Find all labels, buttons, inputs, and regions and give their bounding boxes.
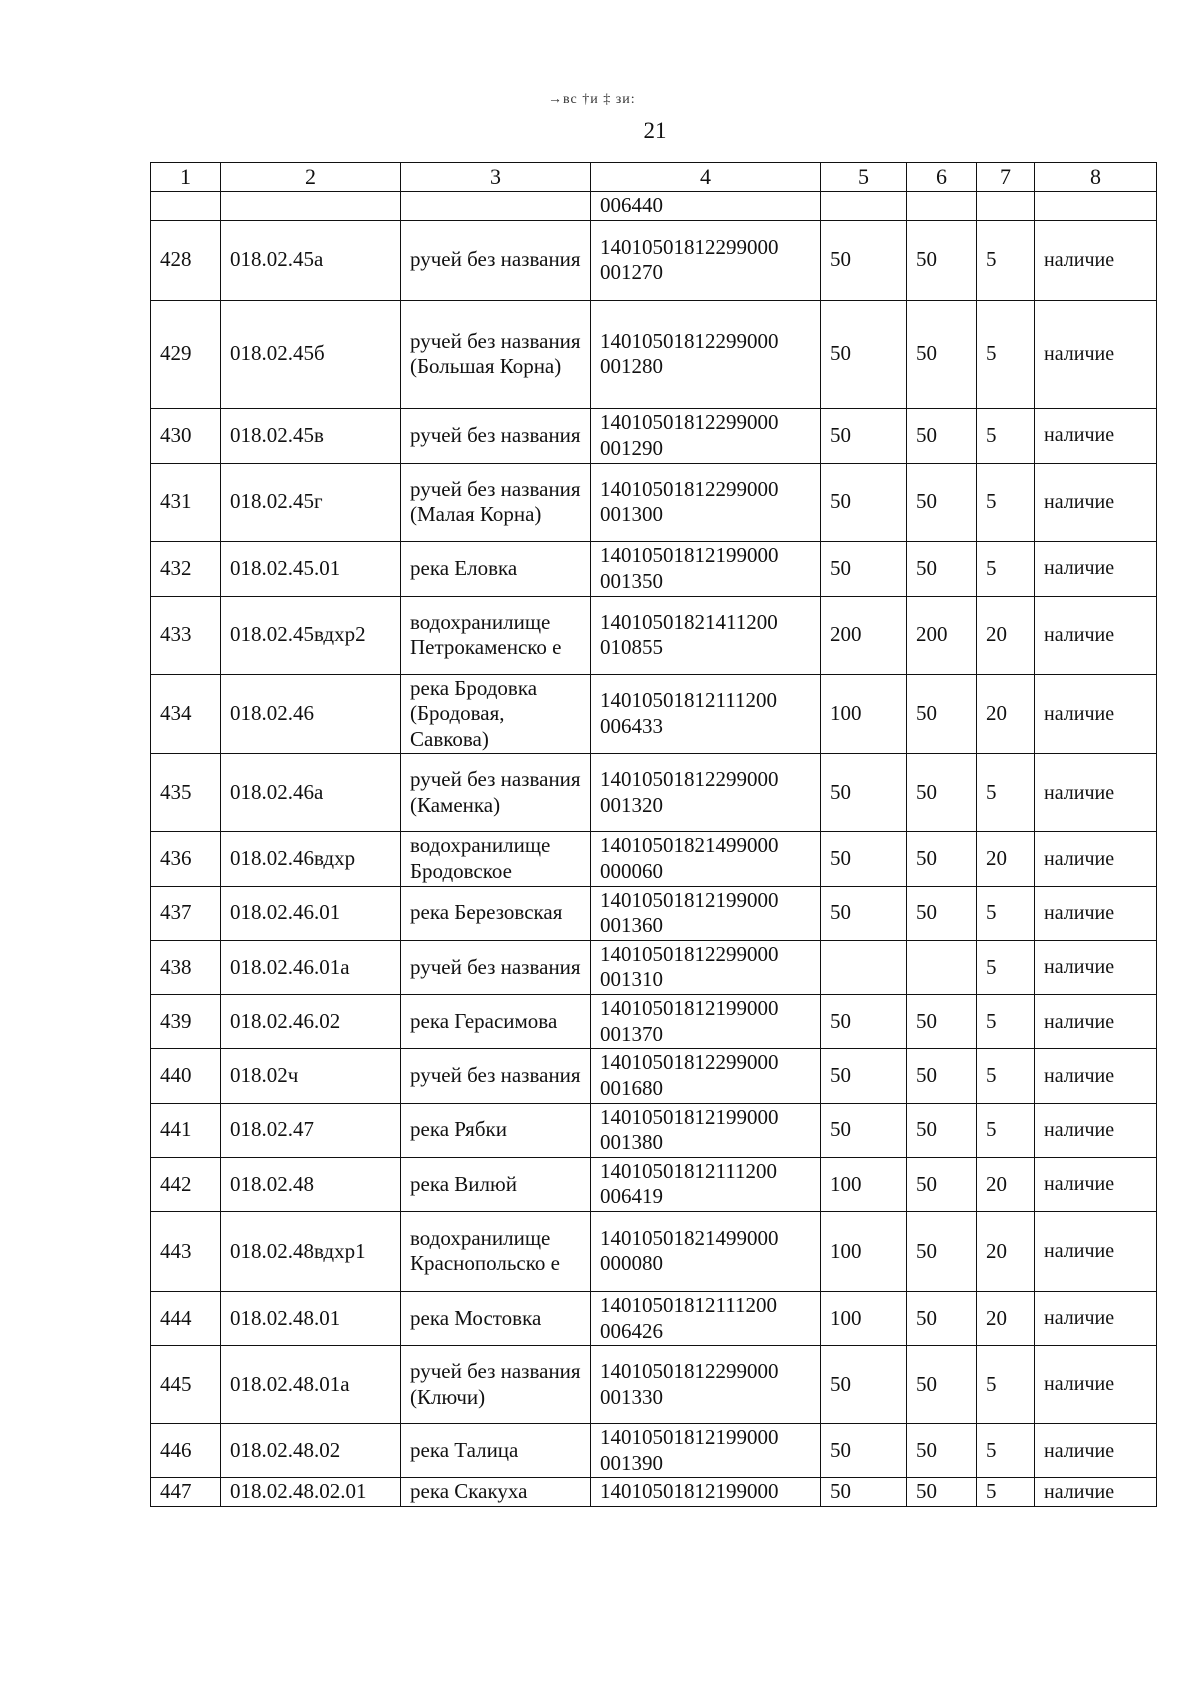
cell-water-object-name: река Скакуха	[401, 1478, 591, 1507]
cell-row-number: 446	[151, 1424, 221, 1478]
cell-value-col-6: 50	[907, 1346, 977, 1424]
cell-row-number: 433	[151, 596, 221, 674]
cell-value-col-6: 50	[907, 541, 977, 596]
cell-value-col-5: 200	[821, 596, 907, 674]
cell-presence-status: наличие	[1035, 596, 1157, 674]
cell-value-col-7	[977, 192, 1035, 221]
cell-presence-status: наличие	[1035, 1478, 1157, 1507]
cell-value-col-6: 50	[907, 1291, 977, 1345]
cell-value-col-7: 5	[977, 220, 1035, 300]
table-body	[151, 192, 1157, 1507]
cell-presence-status: наличие	[1035, 463, 1157, 541]
cell-presence-status: наличие	[1035, 1346, 1157, 1424]
cell-code	[221, 192, 401, 221]
cell-value-col-7: 20	[977, 832, 1035, 886]
column-header-2: 2	[221, 163, 401, 192]
cell-value-col-7: 20	[977, 596, 1035, 674]
cell-presence-status: наличие	[1035, 1103, 1157, 1157]
table-row	[151, 1157, 1157, 1211]
cell-row-number: 432	[151, 541, 221, 596]
cell-value-col-5: 50	[821, 1049, 907, 1103]
table-row	[151, 1346, 1157, 1424]
cell-row-number: 436	[151, 832, 221, 886]
cell-value-col-7: 5	[977, 541, 1035, 596]
cell-value-col-5: 50	[821, 1478, 907, 1507]
table-row	[151, 1049, 1157, 1103]
table-row	[151, 1103, 1157, 1157]
cell-code: 018.02.48.01	[221, 1291, 401, 1345]
cell-value-col-7: 20	[977, 1157, 1035, 1211]
cell-registry-id: 14010501812299000 001300	[591, 463, 821, 541]
cell-water-object-name: водохранилище Петрокаменско е	[401, 596, 591, 674]
cell-value-col-7: 5	[977, 1346, 1035, 1424]
cell-value-col-6: 50	[907, 1103, 977, 1157]
table-row	[151, 754, 1157, 832]
cell-water-object-name: ручей без названия	[401, 940, 591, 994]
cell-code: 018.02.45в	[221, 408, 401, 463]
cell-presence-status: наличие	[1035, 1424, 1157, 1478]
cell-code: 018.02.45а	[221, 220, 401, 300]
cell-water-object-name: водохранилище Бродовское	[401, 832, 591, 886]
cell-registry-id: 14010501812199000 001370	[591, 995, 821, 1049]
table-row	[151, 300, 1157, 408]
cell-code: 018.02.46.02	[221, 995, 401, 1049]
cell-value-col-6: 50	[907, 220, 977, 300]
cell-row-number: 438	[151, 940, 221, 994]
cell-value-col-5: 50	[821, 463, 907, 541]
cell-water-object-name: река Талица	[401, 1424, 591, 1478]
cell-registry-id: 14010501812299000 001680	[591, 1049, 821, 1103]
table-row	[151, 463, 1157, 541]
cell-value-col-7: 5	[977, 754, 1035, 832]
cell-value-col-6	[907, 192, 977, 221]
cell-water-object-name: ручей без названия	[401, 1049, 591, 1103]
cell-water-object-name: ручей без названия (Каменка)	[401, 754, 591, 832]
cell-code: 018.02.46а	[221, 754, 401, 832]
table-row	[151, 940, 1157, 994]
cell-registry-id: 14010501812199000 001380	[591, 1103, 821, 1157]
cell-row-number: 439	[151, 995, 221, 1049]
cell-value-col-7: 5	[977, 886, 1035, 940]
cell-row-number: 443	[151, 1211, 221, 1291]
column-header-3: 3	[401, 163, 591, 192]
table-row	[151, 192, 1157, 221]
cell-code: 018.02.46.01	[221, 886, 401, 940]
cell-value-col-5: 100	[821, 1157, 907, 1211]
cell-registry-id: 14010501821499000 000060	[591, 832, 821, 886]
cell-row-number: 435	[151, 754, 221, 832]
cell-presence-status: наличие	[1035, 220, 1157, 300]
cell-water-object-name: ручей без названия (Ключи)	[401, 1346, 591, 1424]
cell-row-number: 442	[151, 1157, 221, 1211]
cell-value-col-7: 5	[977, 300, 1035, 408]
cell-water-object-name: река Герасимова	[401, 995, 591, 1049]
cell-row-number: 431	[151, 463, 221, 541]
page-number: 21	[643, 118, 667, 143]
cell-value-col-5	[821, 940, 907, 994]
cell-row-number: 437	[151, 886, 221, 940]
cell-code: 018.02.46.01а	[221, 940, 401, 994]
cell-value-col-6: 50	[907, 995, 977, 1049]
cell-presence-status: наличие	[1035, 541, 1157, 596]
cell-water-object-name: ручей без названия	[401, 220, 591, 300]
cell-value-col-6: 50	[907, 832, 977, 886]
cell-presence-status: наличие	[1035, 408, 1157, 463]
cell-value-col-7: 20	[977, 1211, 1035, 1291]
column-header-8: 8	[1035, 163, 1157, 192]
scan-mark: →вс †и ‡ зи:	[548, 92, 636, 107]
cell-row-number: 429	[151, 300, 221, 408]
cell-code: 018.02.45вдхр2	[221, 596, 401, 674]
column-header-4: 4	[591, 163, 821, 192]
cell-value-col-5: 50	[821, 832, 907, 886]
cell-water-object-name: ручей без названия	[401, 408, 591, 463]
cell-row-number: 447	[151, 1478, 221, 1507]
cell-row-number	[151, 192, 221, 221]
cell-registry-id: 14010501821411200 010855	[591, 596, 821, 674]
cell-water-object-name	[401, 192, 591, 221]
cell-presence-status	[1035, 192, 1157, 221]
table-row	[151, 220, 1157, 300]
cell-presence-status: наличие	[1035, 1157, 1157, 1211]
cell-value-col-5: 50	[821, 886, 907, 940]
cell-registry-id: 14010501812299000 001310	[591, 940, 821, 994]
cell-value-col-6	[907, 940, 977, 994]
cell-presence-status: наличие	[1035, 1049, 1157, 1103]
register-table	[150, 162, 1157, 1507]
cell-registry-id: 14010501812299000 001270	[591, 220, 821, 300]
cell-row-number: 434	[151, 674, 221, 754]
cell-registry-id: 14010501812299000 001320	[591, 754, 821, 832]
cell-value-col-5: 50	[821, 754, 907, 832]
cell-presence-status: наличие	[1035, 832, 1157, 886]
cell-value-col-6: 50	[907, 1424, 977, 1478]
cell-code: 018.02.48	[221, 1157, 401, 1211]
cell-water-object-name: водохранилище Краснопольско е	[401, 1211, 591, 1291]
cell-water-object-name: река Бродовка (Бродовая, Савкова)	[401, 674, 591, 754]
cell-registry-id: 14010501812199000	[591, 1478, 821, 1507]
cell-value-col-7: 5	[977, 1103, 1035, 1157]
table-row	[151, 1211, 1157, 1291]
cell-value-col-6: 200	[907, 596, 977, 674]
cell-value-col-5: 50	[821, 995, 907, 1049]
cell-code: 018.02.45г	[221, 463, 401, 541]
table-row	[151, 674, 1157, 754]
cell-value-col-5: 50	[821, 300, 907, 408]
cell-value-col-6: 50	[907, 408, 977, 463]
table-row	[151, 541, 1157, 596]
cell-value-col-5	[821, 192, 907, 221]
cell-value-col-5: 50	[821, 1424, 907, 1478]
cell-code: 018.02.45.01	[221, 541, 401, 596]
cell-presence-status: наличие	[1035, 1211, 1157, 1291]
cell-value-col-7: 5	[977, 1049, 1035, 1103]
cell-value-col-5: 50	[821, 408, 907, 463]
cell-registry-id: 14010501812299000 001330	[591, 1346, 821, 1424]
column-header-1: 1	[151, 163, 221, 192]
cell-water-object-name: ручей без названия (Большая Корна)	[401, 300, 591, 408]
cell-registry-id: 14010501812199000 001350	[591, 541, 821, 596]
cell-presence-status: наличие	[1035, 1291, 1157, 1345]
cell-presence-status: наличие	[1035, 300, 1157, 408]
cell-presence-status: наличие	[1035, 940, 1157, 994]
cell-presence-status: наличие	[1035, 754, 1157, 832]
table-row	[151, 1424, 1157, 1478]
cell-registry-id: 006440	[591, 192, 821, 221]
cell-value-col-6: 50	[907, 886, 977, 940]
column-header-5: 5	[821, 163, 907, 192]
cell-code: 018.02ч	[221, 1049, 401, 1103]
cell-presence-status: наличие	[1035, 674, 1157, 754]
cell-registry-id: 14010501812111200 006419	[591, 1157, 821, 1211]
table-row	[151, 832, 1157, 886]
cell-row-number: 440	[151, 1049, 221, 1103]
cell-value-col-5: 50	[821, 220, 907, 300]
cell-value-col-5: 100	[821, 1291, 907, 1345]
cell-water-object-name: река Еловка	[401, 541, 591, 596]
cell-water-object-name: река Рябки	[401, 1103, 591, 1157]
cell-row-number: 445	[151, 1346, 221, 1424]
table-row	[151, 408, 1157, 463]
cell-presence-status: наличие	[1035, 995, 1157, 1049]
cell-code: 018.02.46вдхр	[221, 832, 401, 886]
cell-value-col-5: 100	[821, 1211, 907, 1291]
cell-value-col-7: 5	[977, 1478, 1035, 1507]
cell-value-col-7: 5	[977, 408, 1035, 463]
cell-value-col-5: 50	[821, 541, 907, 596]
table-row	[151, 886, 1157, 940]
cell-value-col-7: 20	[977, 674, 1035, 754]
cell-value-col-7: 20	[977, 1291, 1035, 1345]
cell-code: 018.02.48.02	[221, 1424, 401, 1478]
table-row	[151, 596, 1157, 674]
cell-value-col-5: 100	[821, 674, 907, 754]
cell-registry-id: 14010501812111200 006433	[591, 674, 821, 754]
table-header-row	[151, 163, 1157, 192]
table-row	[151, 995, 1157, 1049]
cell-water-object-name: река Березовская	[401, 886, 591, 940]
cell-value-col-5: 50	[821, 1103, 907, 1157]
cell-code: 018.02.48.02.01	[221, 1478, 401, 1507]
cell-value-col-7: 5	[977, 940, 1035, 994]
cell-row-number: 430	[151, 408, 221, 463]
table-row	[151, 1291, 1157, 1345]
cell-registry-id: 14010501812199000 001390	[591, 1424, 821, 1478]
cell-code: 018.02.48.01а	[221, 1346, 401, 1424]
cell-value-col-6: 50	[907, 1157, 977, 1211]
cell-value-col-6: 50	[907, 674, 977, 754]
table-row	[151, 1478, 1157, 1507]
cell-code: 018.02.46	[221, 674, 401, 754]
cell-registry-id: 14010501812199000 001360	[591, 886, 821, 940]
cell-value-col-6: 50	[907, 1049, 977, 1103]
cell-row-number: 444	[151, 1291, 221, 1345]
column-header-7: 7	[977, 163, 1035, 192]
cell-value-col-6: 50	[907, 300, 977, 408]
cell-registry-id: 14010501812299000 001290	[591, 408, 821, 463]
cell-value-col-6: 50	[907, 1478, 977, 1507]
cell-water-object-name: река Мостовка	[401, 1291, 591, 1345]
cell-code: 018.02.48вдхр1	[221, 1211, 401, 1291]
cell-code: 018.02.45б	[221, 300, 401, 408]
cell-row-number: 441	[151, 1103, 221, 1157]
cell-value-col-7: 5	[977, 463, 1035, 541]
cell-water-object-name: река Вилюй	[401, 1157, 591, 1211]
cell-registry-id: 14010501821499000 000080	[591, 1211, 821, 1291]
cell-value-col-6: 50	[907, 1211, 977, 1291]
cell-registry-id: 14010501812299000 001280	[591, 300, 821, 408]
cell-presence-status: наличие	[1035, 886, 1157, 940]
cell-row-number: 428	[151, 220, 221, 300]
cell-value-col-7: 5	[977, 1424, 1035, 1478]
cell-registry-id: 14010501812111200 006426	[591, 1291, 821, 1345]
cell-value-col-6: 50	[907, 754, 977, 832]
cell-value-col-6: 50	[907, 463, 977, 541]
cell-code: 018.02.47	[221, 1103, 401, 1157]
cell-value-col-7: 5	[977, 995, 1035, 1049]
column-header-6: 6	[907, 163, 977, 192]
cell-water-object-name: ручей без названия (Малая Корна)	[401, 463, 591, 541]
cell-value-col-5: 50	[821, 1346, 907, 1424]
